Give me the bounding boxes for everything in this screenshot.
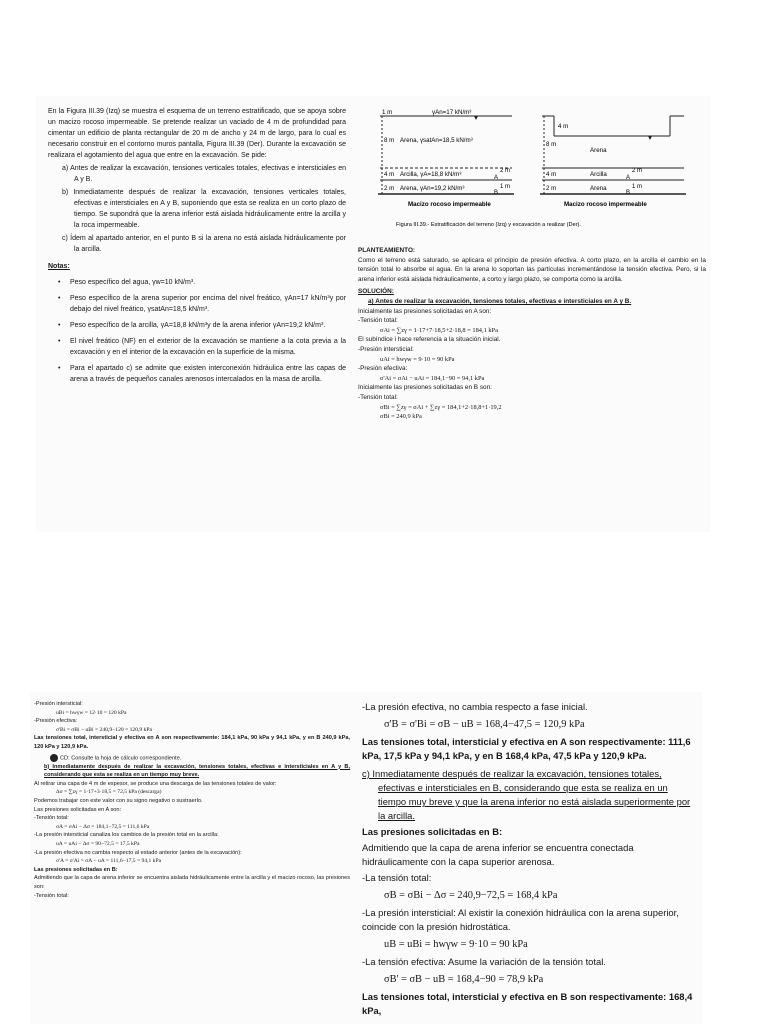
fig-left-row3-pt-depth: 2 m [500, 168, 511, 174]
fig-left-row2-label: Arena, γsatAn=18,5 kN/m³ [400, 137, 473, 144]
water-table-right-icon [648, 136, 652, 140]
solucion-heading: SOLUCIÓN: [358, 288, 394, 296]
equation: Δσ = ∑zγ = 1·17+3·18,5 = 72,5 kPa (descarga) [56, 789, 162, 796]
pe-nocambia-text: -La presión efectiva, no cambia respecto a fase inicial. [362, 701, 588, 712]
presion-intersticial-label: -Presión intersticial: [34, 701, 83, 707]
solution-part-a [358, 246, 706, 422]
question-c: c) Ídem al apartado anterior, en el punto B si la arena no está aislada hidráulicamente por la arcilla. [62, 235, 346, 253]
summary-a: Las tensiones total, intersticial y efectiva en A son respectivamente: 184,1 kPa, 90 kPa y 94,1 kPa, y en B 240,9 kPa, 120 kPa y 120,9 kPa. [34, 735, 350, 750]
note-item: • Peso específico del agua, γw=10 kN/m³. [48, 277, 346, 288]
equation: σB = σBi − Δσ = 240,9−72,5 = 168,4 kPa [384, 890, 558, 901]
equation: uA = uAi − Δσ = 90−72,5 = 17,5 kPa [56, 840, 140, 847]
fig-left-row4-depth: 2 m [384, 185, 395, 192]
point-a-label-right: A [626, 175, 631, 181]
solution-part-c [362, 700, 698, 1018]
planteamiento-heading: PLANTEAMIENTO: [358, 247, 416, 254]
admitiendo-text: Admitiendo que la capa de arena inferior se encuentra aislada hidráulicamente entre la arcilla y el macizo rocoso, las presiones son: [34, 875, 350, 890]
planteamiento-text: Como el terreno está saturado, se aplicara el principio de presión efectiva. A corto plazo, en la arcilla el cambio en la tensión total lo absorbe el agua. En la arena lo soportan las partículas incrementándose la tensión efectiva. Pero, si la arena inferior está aislada hidráulicamente, a corto y largo plazo, se comporta como la arcilla. [358, 256, 706, 283]
fig-right-row3-label: Arcilla [590, 171, 607, 178]
part-a-title: a) Antes de realizar la excavación, tensiones totales, efectivas e intersticiales en A y B. [368, 297, 632, 305]
notes-title: Notas: [48, 263, 70, 270]
point-b-label: B [494, 190, 499, 196]
fig-right-row4-pt-depth: 1 m [632, 184, 643, 190]
equation: σ'A = σ'Ai = σA − uA = 111,6−17,5 = 94,1 kPa [56, 858, 162, 865]
part-b-title: b) Inmediatamente después de realizar la excavación, tensiones totales, efectivas e intersticiales en A y B, considerando que esta se realiza en un tiempo muy breve. [44, 763, 350, 779]
note-item: • Para el apartado c) se admite que existen interconexión hidráulica entre las capas de arena a través de pequeños canales arenosos intercalados en la masa de arcilla. [48, 363, 346, 385]
problem-statement [48, 106, 346, 385]
summary-b: Las tensiones total, intersticial y efectiva en A son respectivamente: 111,6 kPa, 17,5 kPa y 94,1 kPa, y en B 168,4 kPa, 47,5 kPa y 120,9 kPa. [362, 736, 691, 761]
note-item: • El nivel freático (NF) en el exterior de la excavación se mantiene a la cota previa a la excavación y en el interior de la excavación en la superficie de la misma. [48, 336, 346, 358]
fig-right-base: Macizo rocoso impermeable [564, 201, 647, 208]
stratigraphy-figure [354, 102, 710, 238]
fig-left-row1-label: γAn=17 kN/m³ [432, 109, 472, 116]
cd-text: CD: Consulte la hoja de cálculo correspondiente. [60, 755, 182, 762]
a-intro: Inicialmente las presiones solicitadas en A son: [358, 307, 492, 315]
solution-page-2 [30, 692, 358, 1024]
tension-total-label: -Tensión total: [358, 393, 398, 401]
pi-text: -La presión intersticial: Al existir la conexión hidráulica con la arena superior, coincide con la presión hidrostática. [362, 907, 679, 932]
admitiendo-text: Admitiendo que la capa de arena inferior se encuentra conectada hidráulicamente con la capa superior arenosa. [362, 842, 634, 867]
equation: uBi = hwγw = 12·10 = 120 kPa [56, 709, 127, 716]
b-intro: Inicialmente las presiones solicitadas en B son: [358, 384, 492, 392]
tension-total-label: -La tensión total: [362, 872, 432, 883]
solution-page-3 [358, 692, 702, 1024]
figure-caption: Figura III.39.- Estratificación del terreno (Izq) y excavación a realizar (Der). [396, 222, 581, 228]
tension-total-label: -Tensión total: [34, 892, 69, 899]
notes-list [48, 277, 346, 385]
cd-icon [50, 754, 58, 762]
question-b: b) Inmediatamente después de realizar la excavación, tensiones verticales totales, efectivas e intersticiales en A y B, suponiendo que esta se realiza en un corto plazo de tiempo. Se supondrá que la arena inferior está aislada hidráulicamente entre la arcilla y la roca impermeable. [62, 189, 346, 229]
fig-left-row3-label: Arcilla, γA=18,8 kN/m³ [400, 171, 462, 178]
equation: σ'Bi = σBi − uBi = 240,9−120 = 120,9 kPa [56, 726, 153, 733]
fig-right-row2-depth: 8 m [546, 141, 557, 148]
equation: σB' = σB − uB = 168,4−90 = 78,9 kPa [384, 974, 544, 985]
fig-right-row3-pt-depth: 2 m [632, 168, 643, 174]
fig-right-row4-label: Arena [590, 185, 607, 192]
equation: uAi = hwγw = 9·10 = 90 kPa [380, 355, 455, 363]
fig-right-row2-label: Arena [590, 147, 607, 154]
fig-left-row1-depth: 1 m [382, 109, 393, 116]
fig-left-row2-depth: 8 m [384, 137, 395, 144]
point-b-label-right: B [626, 190, 631, 196]
presiones-b: Las presiones solicitadas en B: [362, 826, 503, 837]
solution-page-1 [354, 96, 710, 532]
presiones-b: Las presiones solicitadas en B: [34, 866, 118, 873]
pe-nocambia-text: -La presión efectiva no cambia respecto al estado anterior (antes de la excavación): [34, 849, 242, 856]
note-item: • Peso específico de la arena superior por encima del nivel freático, γAn=17 kN/m³y por debajo del nivel freático, γsatAn=18,5 kN/m³. [48, 293, 346, 315]
te-text: -La tensión efectiva: Asume la variación de la tensión total. [362, 956, 606, 967]
cd-note [34, 754, 350, 763]
equation: σBi = ∑zγ = σAi + ∑zγ = 184,1+2·18,8+1·19,2 [380, 403, 502, 411]
note-item: • Peso específico de la arcilla, γA=18,8 kN/m³y de la arena inferior γAn=19,2 kN/m³. [48, 320, 346, 331]
equation: σA = σAi − Δσ = 184,1−72,5 = 111,6 kPa [56, 823, 150, 830]
subindice-note: El subíndice i hace referencia a la situación inicial. [358, 336, 501, 344]
fig-left-row4-pt-depth: 1 m [500, 184, 511, 190]
equation: σBi = 240,9 kPa [380, 413, 422, 421]
tension-total-label: -Tensión total: [358, 317, 398, 325]
solution-part-b [34, 700, 350, 900]
podemos-text: Podemos trabajar con este valor con su signo negativo o sustraerlo. [34, 798, 203, 805]
equation: σ'Ai = σAi − uAi = 184,1−90 = 94,1 kPa [380, 374, 485, 382]
tension-total-label: -Tensión total: [34, 815, 69, 822]
equation: uB = uBi = hwγw = 9·10 = 90 kPa [384, 939, 528, 950]
presiones-a: Las presiones solicitadas en A son: [34, 806, 122, 813]
fig-right-row3-depth: 4 m [546, 171, 557, 178]
equation: σAi = ∑zγ = 1·17+7·18,5+2·18,8 = 184,1 kPa [380, 326, 498, 334]
fig-right-exc-depth: 4 m [558, 123, 569, 130]
equation: σ'B = σ'Bi = σB − uB = 168,4−47,5 = 120,9 kPa [384, 719, 585, 730]
intro-paragraph: En la Figura III.39 (Izq) se muestra el esquema de un terreno estratificado, que se apoya sobre un macizo rocoso impermeable. Se pretende realizar un vaciado de 4 m de profundidad para cimentar un edificio de planta rectangular de 20 m de ancho y 24 m de largo, para lo cual es necesario construir en el contorno muros pantalla, Figura III.39 (Der). Durante la excavación se realizara el agotamiento del agua que entre en la excavación. Se pide: [48, 108, 346, 159]
statement-page [36, 96, 354, 532]
part-c-title: c) Inmediatamente después de realizar la excavación, tensiones totales, efectivas e intersticiales en B, considerando que esta se realiza en un tiempo muy breve y que la arena inferior no está aislada superiormente por la arcilla. [362, 768, 691, 821]
presion-efectiva-label: -Presión efectiva: [34, 718, 78, 725]
fig-right-row4-depth: 2 m [546, 185, 557, 192]
retirar-text: Al retirar una capa de 4 m de espesor, se produce una descarga de las tensiones totales de valor: [34, 780, 277, 787]
presion-intersticial-label: -Presión intersticial: [358, 345, 414, 353]
water-table-left-icon [474, 116, 478, 120]
fig-left-base: Macizo rocoso impermeable [408, 201, 491, 208]
fig-left-row4-label: Arena, γAn=19,2 kN/m³ [400, 185, 465, 192]
question-a: a) Antes de realizar la excavación, tensiones verticales totales, efectivas e intersticiales en A y B. [62, 165, 346, 183]
summary-c-cut: Las tensiones total, intersticial y efectiva en B son respectivamente: 168,4 kPa, [362, 991, 693, 1016]
point-a-label: A [494, 175, 499, 181]
fig-left-row3-depth: 4 m [384, 171, 395, 178]
pi-arcilla-text: -La presión intersticial canaliza los cambios de la presión total en la arcilla: [34, 832, 219, 839]
presion-efectiva-label: -Presión efectiva: [358, 365, 408, 373]
figure-left-profile [378, 116, 514, 194]
